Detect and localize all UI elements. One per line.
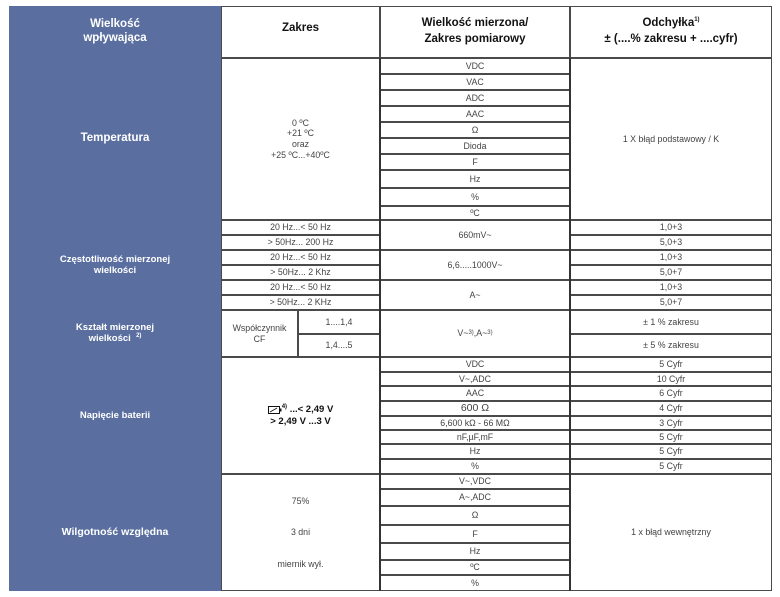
humidity-item-2: A~,ADC (380, 489, 570, 506)
shape-label-text2: wielkości (88, 333, 131, 345)
temperature-item-aac: AAC (380, 106, 570, 122)
battery-deviation-4: 4 Cyfr (570, 401, 772, 416)
humidity-deviation: 1 x błąd wewnętrzny (570, 474, 772, 591)
header-measured-line1: Wielkość mierzona/ (421, 17, 529, 30)
humidity-range-line3: miernik wył. (277, 558, 324, 569)
battery-range-sup: 4) (281, 404, 288, 411)
battery-item-1: VDC (380, 357, 570, 372)
temperature-range-line4: +25 ºC...+40ºC (271, 149, 330, 160)
battery-deviation-7: 5 Cyfr (570, 444, 772, 459)
temperature-range-line2: +21 ºC (287, 128, 314, 139)
frequency-label-line1: Częstotliwość mierzonej (59, 253, 171, 265)
humidity-item-4: F (380, 525, 570, 543)
header-deviation (570, 6, 772, 58)
frequency-deviation-2: 5,0+3 (570, 235, 772, 250)
battery-item-5: 6,600 kΩ - 66 MΩ (380, 416, 570, 430)
divider-line (379, 58, 381, 591)
frequency-range-4: > 50Hz... 2 Khz (221, 265, 380, 280)
frequency-range-5: 20 Hz...< 50 Hz (221, 280, 380, 295)
header-deviation-line1 (642, 16, 699, 32)
battery-item-4: 600 Ω (380, 401, 570, 416)
frequency-deviation-5: 1,0+3 (570, 280, 772, 295)
shape-deviation-1: ± 1 % zakresu (570, 310, 772, 334)
shape-measured-sup2: 3) (487, 329, 493, 336)
battery-item-3: AAC (380, 386, 570, 401)
shape-measured (380, 310, 570, 357)
shape-label (9, 310, 221, 357)
temperature-item-ohm: Ω (380, 122, 570, 138)
frequency-range-1: 20 Hz...< 50 Hz (221, 220, 380, 235)
battery-deviation-1: 5 Cyfr (570, 357, 772, 372)
shape-label-line2 (89, 333, 142, 345)
header-range-text: Zakres (281, 22, 320, 34)
temperature-range-line3: oraz (291, 139, 310, 149)
temperature-deviation: 1 X błąd podstawowy / K (570, 58, 772, 220)
humidity-item-7: % (380, 575, 570, 591)
battery-range-text1: ...< 2,49 V (289, 404, 334, 416)
humidity-range (221, 474, 380, 591)
shape-measured-sup: 3) (468, 329, 474, 336)
humidity-label: Wilgotność względna (9, 474, 221, 591)
shape-measured-text: V~ (457, 328, 469, 339)
battery-item-2: V~,ADC (380, 372, 570, 386)
temperature-label: Temperatura (9, 58, 221, 220)
frequency-deviation-6: 5,0+7 (570, 295, 772, 310)
header-measured (380, 6, 570, 58)
battery-deviation-6: 5 Cyfr (570, 430, 772, 444)
temperature-item-vdc: VDC (380, 58, 570, 74)
humidity-item-5: Hz (380, 543, 570, 560)
header-influence-line2: wpływająca (83, 32, 147, 44)
frequency-range-6: > 50Hz... 2 KHz (221, 295, 380, 310)
battery-deviation-3: 6 Cyfr (570, 386, 772, 401)
battery-item-7: Hz (380, 444, 570, 459)
temperature-item-hz: Hz (380, 170, 570, 188)
header-deviation-line2: ± (....% zakresu + ....cyfr) (604, 33, 738, 45)
battery-range-line2: > 2,49 V ...3 V (270, 415, 331, 427)
battery-deviation-5: 3 Cyfr (570, 416, 772, 430)
shape-label-line1: Kształt mierzonej (75, 322, 155, 334)
battery-range (221, 357, 380, 474)
battery-icon (268, 406, 282, 414)
temperature-item-adc: ADC (380, 90, 570, 106)
humidity-item-3: Ω (380, 506, 570, 525)
header-influence (9, 6, 221, 58)
battery-label: Napięcie baterii (9, 357, 221, 474)
shape-coefficient-line1: Współczynnik (232, 322, 287, 333)
battery-deviation-2: 10 Cyfr (570, 372, 772, 386)
battery-item-8: % (380, 459, 570, 474)
frequency-range-3: 20 Hz...< 50 Hz (221, 250, 380, 265)
shape-deviation-2: ± 5 % zakresu (570, 334, 772, 357)
shape-range-1: 1....1,4 (298, 310, 380, 334)
frequency-group-6v-1000v: 6,6.....1000V~ (380, 250, 570, 280)
header-range (221, 6, 380, 58)
shape-measured-text2: ,A~ (473, 328, 488, 339)
temperature-range-line1: 0 ºC (292, 117, 309, 128)
frequency-deviation-3: 1,0+3 (570, 250, 772, 265)
header-deviation-title: Odchyłka (642, 17, 695, 30)
shape-coefficient-line2: CF (253, 333, 266, 344)
battery-item-6: nF,µF,mF (380, 430, 570, 444)
humidity-item-6: ºC (380, 560, 570, 575)
temperature-item-diode: Dioda (380, 138, 570, 154)
temperature-item-vac: VAC (380, 74, 570, 90)
temperature-item-percent: % (380, 188, 570, 206)
frequency-range-2: > 50Hz... 200 Hz (221, 235, 380, 250)
frequency-group-a: A~ (380, 280, 570, 310)
shape-coefficient (221, 310, 298, 357)
temperature-item-f: F (380, 154, 570, 170)
battery-deviation-8: 5 Cyfr (570, 459, 772, 474)
shape-label-sup: 2) (136, 333, 142, 340)
shape-range-2: 1,4....5 (298, 334, 380, 357)
temperature-range (221, 58, 380, 220)
divider-line (569, 58, 571, 591)
header-measured-line2: Zakres pomiarowy (424, 33, 526, 45)
frequency-label-line2: wielkości (93, 265, 137, 276)
header-deviation-sup: 1) (694, 17, 700, 24)
header-influence-line1: Wielkość (90, 18, 140, 31)
humidity-range-line2: 3 dni (290, 527, 311, 538)
frequency-deviation-1: 1,0+3 (570, 220, 772, 235)
humidity-item-1: V~,VDC (380, 474, 570, 489)
frequency-deviation-4: 5,0+7 (570, 265, 772, 280)
battery-range-line1 (268, 404, 334, 416)
temperature-item-celsius: ºC (380, 206, 570, 220)
frequency-label (9, 220, 221, 310)
humidity-range-line1: 75% (291, 495, 310, 506)
frequency-group-660mv: 660mV~ (380, 220, 570, 250)
